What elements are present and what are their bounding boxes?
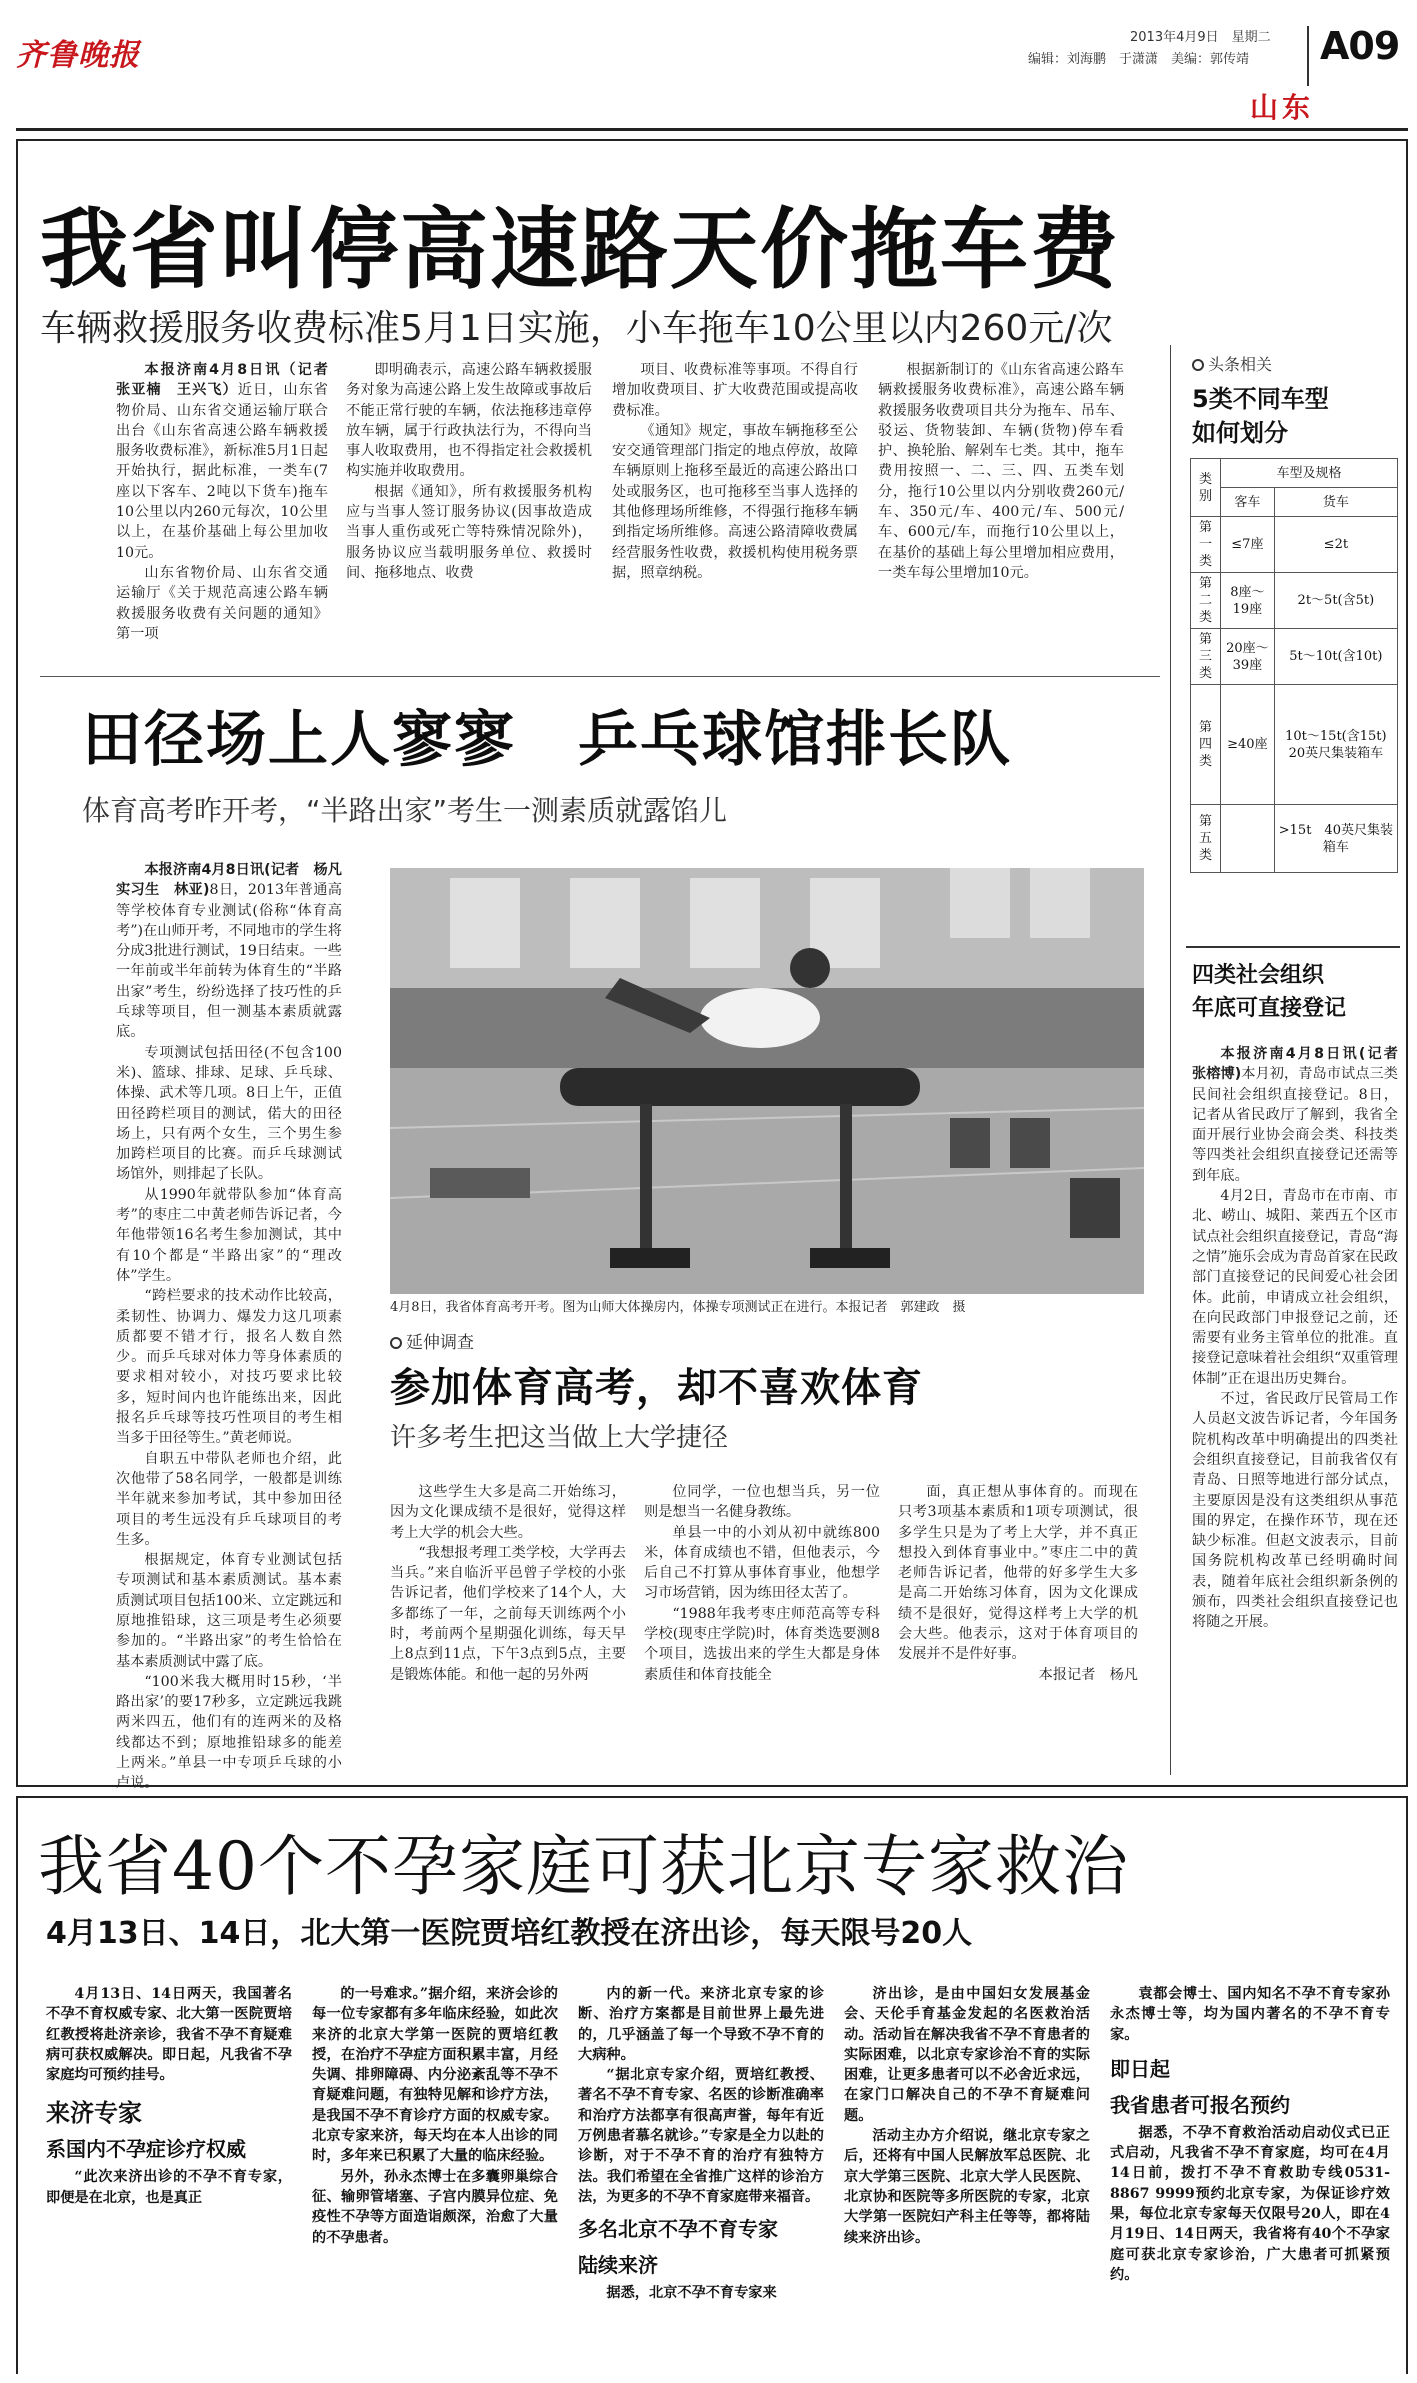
story4-c3c: 据悉，北京不孕不育专家来 xyxy=(606,2285,777,2302)
sidebar-tag xyxy=(1192,352,1272,375)
story2-rule xyxy=(40,676,1160,677)
story4-c1: 4月13日、14日两天，我国著名不孕不育权威专家、北大第一医院贾培红教授将赴济亲诊，我省不孕不育疑难病可获权威解决。即日起，凡我省不孕家庭均可预约挂号。 xyxy=(46,1986,292,2084)
table-head-bus: 客车 xyxy=(1221,488,1275,517)
story2-p5: 自职五中带队老师也介绍，此次他带了58名同学，一般都是训练半年就来参加考试，其中参加田径项目的考生远没有乒乓球项目的考生多。 xyxy=(116,1450,342,1548)
page-number: A09 xyxy=(1320,24,1400,68)
sidebar-title-2: 如何划分 xyxy=(1192,419,1288,447)
story4-c4: 济出诊，是由中国妇女发展基金会、天伦手育基金发起的名医救治活动。活动旨在解决我省不孕不育患者的实际困难，以北京专家诊治不育的实际困难，让更多患者可以不必舍近求远，在家门口解决自己的不孕不育疑难问题。 xyxy=(844,1986,1090,2124)
story4-c3b: “据北京专家介绍，贾培红教授、著名不孕不育专家、名医的诊断准确率和治疗方法都享有很高声誉，每年有近万例患者慕名就诊。”专家是全力以赴的诊断，对于不孕不育的治疗有独特方法。我们希望在全省推广这样的诊治方法，为更多的不孕不育家庭带来福音。 xyxy=(578,2067,824,2205)
story3-c2b: 单县一中的小刘从初中就练800米，体育成绩也不错，但他表示，今后自己不打算从事体育事业，他想学习市场营销，因为练田径太苦了。 xyxy=(644,1524,880,1602)
table-cell-bus: 20座～39座 xyxy=(1221,629,1275,685)
story4-subhead: 4月13日、14日，北大第一医院贾培红教授在济出诊，每天限号20人 xyxy=(46,1916,973,1951)
story4-sub-head-1: 来济专家 xyxy=(46,2099,142,2128)
story4-col4 xyxy=(844,1984,1090,2382)
story3-headline: 参加体育高考，却不喜欢体育 xyxy=(390,1365,923,1411)
story3-tag-label: 延伸调查 xyxy=(406,1333,474,1353)
story4-c5: 袁都会博士、国内知名不孕不育专家孙永杰博士等，均为国内著名的不孕不育专家。 xyxy=(1110,1986,1390,2043)
table-cell-truck: 5t～10t(含10t) xyxy=(1274,629,1397,685)
story3-c2: 位同学，一位也想当兵，另一位则是想当一名健身教练。 xyxy=(644,1484,880,1521)
story4-col2 xyxy=(312,1984,558,2382)
story3-byline: 本报记者 杨凡 xyxy=(1038,1666,1138,1683)
story3-c3: 面，真正想从事体育的。而现在只考3项基本素质和1项专项测试，很多学生只是为了考上大学，并不真正想投入到体育事业中。”枣庄二中的黄老师告诉记者，他带的好多学生大多是高二开始练习体育，因为文化课成绩不是很好，觉得这样考上大学的机会大些。他表示，这对于体育项目的发展并不是件好事。 xyxy=(898,1484,1138,1663)
masthead-divider xyxy=(1307,26,1309,86)
sidebar-story-body xyxy=(1192,1044,1413,1774)
story1-col3b-text: 《通知》规定，事故车辆拖移至公安交通管理部门指定的地点停放，故障车辆原则上拖移至最近的高速公路出口处或服务区，也可拖移至当事人选择的其他修理场所维修，不得强行拖移车辆到指定场所维修。高速公路清障收费属经营服务性收费，救援机构使用税务票据，照章纳税。 xyxy=(612,422,858,581)
table-row xyxy=(1191,629,1398,685)
story2-p7: “100米我大概用时15秒，‘半路出家’的要17秒多，立定跳远我跳两米四五，他们有的连两米的及格线都达不到；原地推铅球多的能差上两米。”单县一中专项乒乓球的小卢说。 xyxy=(116,1673,342,1792)
story4-col5 xyxy=(1110,1984,1390,2382)
table-cell-bus: ≤7座 xyxy=(1221,517,1275,573)
tag-bullet-icon xyxy=(390,1337,402,1349)
story1-lead: 本报济南4月8日讯（记者 张亚楠 王兴飞） xyxy=(116,362,343,399)
story1-col2b-text: 根据《通知》，所有救援服务机构应与当事人签订服务协议(因事故造成当事人重伤或死亡等特殊情况除外)，服务协议应当载明服务单位、救援时间、拖移地点、收费 xyxy=(346,483,592,581)
table-cell-bus xyxy=(1221,805,1275,873)
photo-illustration xyxy=(390,868,1144,1294)
sidebar-story-p1: 本月初，青岛市试点三类民间社会组织直接登记。8日，记者从省民政厅了解到，我省全面开展行业协会商会类、科技类等四类社会组织直接登记还需等到年底。 xyxy=(1192,1066,1398,1184)
table-head-truck: 货车 xyxy=(1274,488,1397,517)
story3-col3 xyxy=(898,1482,1138,1772)
sidebar-story-p3: 不过，省民政厅民管局工作人员赵文波告诉记者，今年国务院机构改革中明确提出的四类社会组织直接登记，目前我省仅有青岛、日照等地进行部分试点，主要原因是没有这类组织从事范围的界定，在操作环节，现在还缺少标准。但赵文波表示，目前国务院机构改革已经明确时间表，随着年底社会组织新条例的颁布，四类社会组织直接登记也将随之开展。 xyxy=(1192,1391,1398,1631)
story3-c1: 这些学生大多是高二开始练习，因为文化课成绩不是很好，觉得这样考上大学的机会大些。 xyxy=(390,1484,626,1541)
story2-p4: “跨栏要求的技术动作比较高，柔韧性、协调力、爆发力这几项素质都要不错才行，报名人数自然少。而乒乓球对体力等身体素质的要求相对较小，对技巧要求比较多，短时间内也许能练出来，因此报名乒乓球等技巧性项目的考生相当多于田径等生。”黄老师说。 xyxy=(116,1288,342,1447)
story2-p3: 从1990年就带队参加“体育高考”的枣庄二中黄老师告诉记者，今年他带领16名考生参加测试，其中有10个都是“半路出家”的“理改体”学生。 xyxy=(116,1186,342,1284)
story2-p1: 8日，2013年普通高等学校体育专业测试(俗称“体育高考”)在山师开考，不同地市的学生将分成3批进行测试，19日结束。一些一年前或半年前转为体育生的“半路出家”考生，纷纷选择了技巧性的乒乓球等项目，但一测基本素质就露底。 xyxy=(116,882,342,1041)
sidebar-story-p2: 4月2日，青岛市在市南、市北、崂山、城阳、莱西五个区市试点社会组织直接登记，青岛“海之情”施乐会成为青岛首家在民政部门直接登记的民间爱心社会团体。此前，申请成立社会组织，在向民政部门申报登记之前，还需要有业务主管单位的批准。直接登记意味着社会组织“双重管理体制”正在退出历史舞台。 xyxy=(1192,1188,1398,1387)
story1-headline: 我省叫停高速路天价拖车费 xyxy=(40,198,1121,301)
story1-col2-text: 即明确表示，高速公路车辆救援服务对象为高速公路上发生故障或事故后不能正常行驶的车辆，依法拖移违章停放车辆，属于行政执法行为，不得向当事人收取费用，也不得指定社会救援机构实施并收取费用。 xyxy=(346,362,592,480)
sidebar-story-lead: 本报济南4月8日讯(记者 张榕博) xyxy=(1192,1046,1413,1083)
story4-col3 xyxy=(578,1984,824,2382)
story3-subhead: 许多考生把这当做上大学捷径 xyxy=(390,1423,729,1453)
table-cell-cat: 第五类 xyxy=(1191,805,1221,873)
story1-col3-text: 项目、收费标准等事项。不得自行增加收费项目、扩大收费范围或提高收费标准。 xyxy=(612,362,858,419)
story1-col1-text: 近日，山东省物价局、山东省交通运输厅联合出台《山东省高速公路车辆救援服务收费标准》，新标准5月1日起开始执行，据此标准，一类车(7座以下客车、2吨以下货车)拖车10公里以内260元每次，10公里以上，在基价基础上每公里加收10元。 xyxy=(116,382,328,561)
story3-c2c: “1988年我考枣庄师范高等专科学校(现枣庄学院)时，体育类选要测8个项目，选拔出来的学生大都是身体素质佳和体育技能全 xyxy=(644,1605,880,1683)
sidebar-title-1: 5类不同车型 xyxy=(1192,385,1329,413)
table-row xyxy=(1191,573,1398,629)
story4-sub-head-2: 系国内不孕症诊疗权威 xyxy=(46,2137,246,2162)
table-cell-bus: ≥40座 xyxy=(1221,685,1275,805)
date-line: 2013年4月9日 星期二 xyxy=(1130,30,1271,45)
story4-c3: 内的新一代。来济北京专家的诊断、治疗方案都是目前世界上最先进的，几乎涵盖了每一个导致不孕不育的大病种。 xyxy=(578,1986,824,2063)
vehicle-table xyxy=(1190,458,1398,873)
table-cell-truck: 2t～5t(含5t) xyxy=(1274,573,1397,629)
table-row xyxy=(1191,805,1398,873)
story2-p6: 根据规定，体育专业测试包括专项测试和基本素质测试。基本素质测试项目包括100米、立定跳远和原地推铅球，这三项是考生必须要参加的。“半路出家”的考生恰恰在基本素质测试中露了底。 xyxy=(116,1552,342,1670)
table-cell-cat: 第一类 xyxy=(1191,517,1221,573)
story3-tag xyxy=(390,1328,474,1353)
story2-headline: 田径场上人寥寥 乒乓球馆排长队 xyxy=(82,705,1012,775)
story3-col2 xyxy=(644,1482,880,1772)
story1-col4-text: 根据新制订的《山东省高速公路车辆救援服务收费标准》，高速公路车辆救援服务收费项目共分为拖车、吊车、驳运、货物装卸、车辆(货物)停车看护、换轮胎、解剁车七类。其中，拖车费用按照一、二、三、四、五类车划分，拖行10公里以内分别收费260元/车、350元/车、400元/车、500元/车、600元/车，而拖行10公里以上，在基价的基础上每公里增加相应费用，一类车每公里增加10元。 xyxy=(878,362,1124,581)
photo-caption: 4月8日，我省体育高考开考。图为山师大体操房内，体操专项测试正在进行。本报记者 郭建政 摄 xyxy=(390,1300,966,1315)
paper-logo: 齐鲁晚报 xyxy=(16,38,140,73)
story4-col1 xyxy=(46,1984,292,2382)
table-cell-cat: 第三类 xyxy=(1191,629,1221,685)
table-cell-cat: 第二类 xyxy=(1191,573,1221,629)
gymnastics-photo xyxy=(390,868,1144,1294)
story1-col1b-text: 山东省物价局、山东省交通运输厅《关于规范高速公路车辆救援服务收费有关问题的通知》第一项 xyxy=(116,564,328,642)
story4-sub-head-3: 多名北京不孕不育专家 xyxy=(578,2217,778,2242)
story4-c1b: “此次来济出诊的不孕不育专家，即便是在北京，也是真正 xyxy=(46,2169,292,2206)
sidebar-story-title-2: 年底可直接登记 xyxy=(1192,996,1347,1021)
table-cell-truck: >15t 40英尺集装箱车 xyxy=(1274,805,1397,873)
story1-col1 xyxy=(116,360,343,660)
masthead-rule xyxy=(16,128,1408,131)
story4-c5b: 据悉，不孕不育救治活动启动仪式已正式启动，凡我省不孕不育家庭，均可在4月14日前，拨打不孕不育救助专线0531-8867 9999预约北京专家，为保证诊疗效果，每位北京专家每天仅限号20人，即在4月19日、14日两天，我省将有40个不孕家庭可获北京专家诊治，广大患者可抓紧预约。 xyxy=(1110,2124,1390,2283)
story3-col1 xyxy=(390,1482,626,1772)
story1-col3 xyxy=(612,360,858,660)
story4-c2b: 另外，孙永杰博士在多囊卵巢综合征、输卵管堵塞、子宫内膜异位症、免疫性不孕等方面造诣颇深，治愈了大量的不孕患者。 xyxy=(312,2168,558,2246)
editors-line: 编辑：刘海鹏 于潇潇 美编：郭传靖 xyxy=(1028,52,1250,67)
table-cell-truck: 10t～15t(含15t) 20英尺集装箱车 xyxy=(1274,685,1397,805)
sidebar-rule xyxy=(1186,946,1400,948)
table-cell-truck: ≤2t xyxy=(1274,517,1397,573)
story2-p2: 专项测试包括田径(不包含100米)、篮球、排球、足球、乒乓球、体操、武术等几项。8日上午，正值田径跨栏项目的测试，偌大的田径场上，只有两个女生，三个男生参加跨栏项目的比赛。而乒乓球测试场馆外，则排起了长队。 xyxy=(116,1044,342,1183)
sidebar-divider xyxy=(1170,345,1171,1775)
story4-sub-head-4: 陆续来济 xyxy=(578,2253,658,2278)
sidebar-tag-label: 头条相关 xyxy=(1208,355,1273,374)
story2-subhead: 体育高考昨开考，“半路出家”考生一测素质就露馅儿 xyxy=(82,794,728,827)
story4-sub-head-6: 我省患者可报名预约 xyxy=(1110,2092,1290,2117)
story2-lead: 本报济南4月8日讯(记者 杨凡 实习生 林亚) xyxy=(116,862,357,899)
section-name: 山东 xyxy=(1250,91,1315,124)
table-row xyxy=(1191,517,1398,573)
story1-subhead: 车辆救援服务收费标准5月1日实施，小车拖车10公里以内260元/次 xyxy=(40,308,1113,349)
story4-c4b: 活动主办方介绍说，继北京专家之后，还将有中国人民解放军总医院、北京大学第三医院、北京大学人民医院、北京协和医院等多所医院的专家，北京大学第一医院妇产科主任等等，都将陆续来济出诊。 xyxy=(844,2128,1090,2246)
sidebar-story-title-1: 四类社会组织 xyxy=(1192,963,1325,988)
story3-c1b: “我想报考理工类学校，大学再去当兵。”来自临沂平邑曾子学校的小张告诉记者，他们学校来了14个人，大多都练了一年，之前每天训练两个小时，考前两个星期强化训练，每天早上8点到11点，下午3点到5点，主要是锻炼体能。和他一起的另外两 xyxy=(390,1544,626,1683)
story2-col1 xyxy=(116,860,357,1792)
table-head-category: 类别 xyxy=(1191,459,1221,517)
table-head-spec: 车型及规格 xyxy=(1221,459,1398,488)
story1-col2 xyxy=(346,360,592,660)
story4-sub-head-5: 即日起 xyxy=(1110,2056,1170,2081)
table-row xyxy=(1191,685,1398,805)
story4-c2: 的一号难求。”据介绍，来济会诊的每一位专家都有多年临床经验，如此次来济的北京大学第一医院的贾培红教授，在治疗不孕症方面积累丰富，月经失调、排卵障碍、内分泌紊乱等不孕不育疑难问题，有独特见解和诊疗方法，是我国不孕不育诊疗方面的权威专家。北京专家来济，每天均在本人出诊的同时，多年来已积累了大量的临床经验。 xyxy=(312,1986,558,2165)
table-cell-cat: 第四类 xyxy=(1191,685,1221,805)
table-cell-bus: 8座～19座 xyxy=(1221,573,1275,629)
tag-bullet-icon xyxy=(1192,359,1204,371)
story1-col4 xyxy=(878,360,1124,660)
story4-headline: 我省40个不孕家庭可获北京专家救治 xyxy=(38,1828,1129,1905)
